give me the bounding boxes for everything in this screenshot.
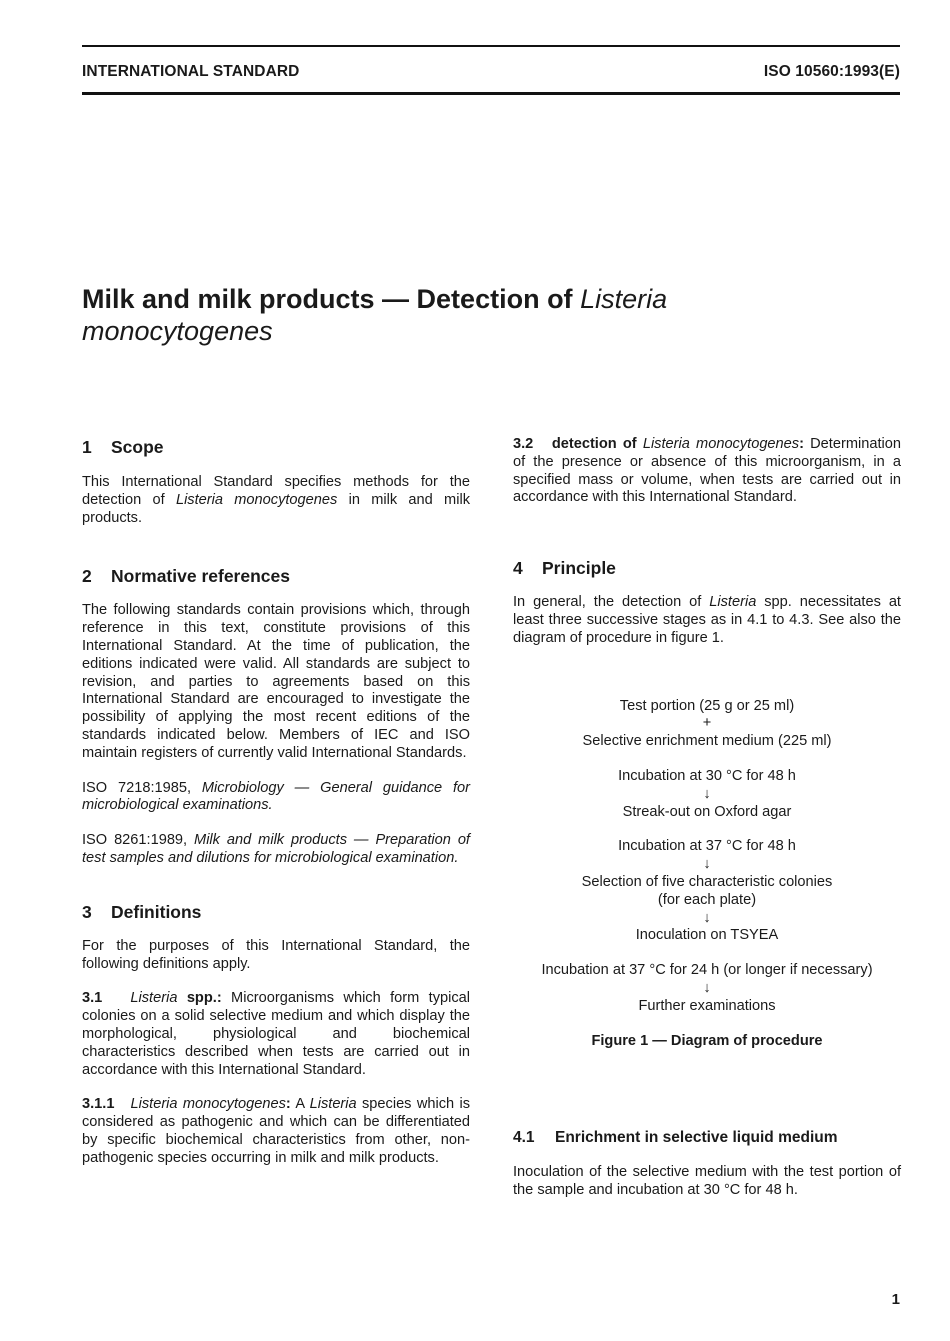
title-italic-species: monocytogenes (82, 316, 273, 346)
section-4-heading: 4 Principle (513, 558, 616, 579)
diagram-step-streak-out: Streak-out on Oxford agar (622, 803, 792, 820)
right-column (513, 436, 901, 1200)
section-3-text: For the purposes of this International Standard, the following definitions apply. (82, 937, 470, 972)
definition-3-2: 3.2 detection of Listeria monocytogenes: Determination of the presence or absence of this microorganism, in a specified mass or volume, when tests are carried out in accordance with this International Standard. (513, 436, 901, 506)
diagram-step-incubation-30: Incubation at 30 °C for 48 h (618, 767, 796, 784)
title-bold: Milk and milk products — Detection of (82, 284, 581, 314)
title-italic-genus: Listeria (580, 284, 668, 314)
section-4-1-text: Inoculation of the selective medium with the test portion of the sample and incubation at 30 °C for 48 h. (513, 1164, 901, 1199)
diagram-step-selection: Selection of five characteristic colonies (581, 873, 833, 890)
figure-caption: Figure 1 — Diagram of procedure (591, 1032, 823, 1049)
arrow-down-icon: ↓ (703, 979, 711, 996)
arrow-down-icon: ↓ (703, 785, 711, 802)
section-2-heading: 2 Normative references (82, 566, 290, 587)
reference-iso-7218: ISO 7218:1985, Microbiology — General guidance for microbiological examinations. (82, 779, 470, 814)
section-1-text: This International Standard specifies methods for the detection of Listeria monocytogenes in milk and milk products. (82, 474, 470, 526)
header-standard-number: ISO 10560:1993(E) (763, 63, 900, 80)
diagram-step-further-examinations: Further examinations (638, 997, 776, 1014)
header-standard-type: INTERNATIONAL STANDARD (82, 63, 300, 80)
plus-icon: + (702, 715, 712, 732)
diagram-step-test-portion: Test portion (25 g or 25 ml) (619, 697, 795, 714)
diagram-step-inoculation: Inoculation on TSYEA (635, 927, 779, 944)
reference-iso-8261: ISO 8261:1989, Milk and milk products — Preparation of test samples and dilutions for microbiological examination. (82, 832, 470, 866)
procedure-diagram (513, 698, 901, 1051)
section-2-text: The following standards contain provisions which, through reference in this text, constitute provisions of this International Standard. At the time of publication, the editions indicated were valid. All standards are subject to revision, and parties to agreements based on this International Standard are encouraged to investigate the possibility of applying the most recent editions of the standards indicated below. Members of IEC and ISO maintain registers of currently valid International Standards. (82, 602, 470, 761)
arrow-down-icon: ↓ (703, 909, 711, 926)
definition-3-1: 3.1 Listeria spp.: Microorganisms which form typical colonies on a solid selective medium and which display the morphological, physiological and biochemical characteristics described when tests are carried out in accordance with this International Standard. (82, 990, 471, 1078)
header-bottom-rule (82, 92, 900, 95)
header-top-rule (82, 45, 900, 47)
section-3-heading: 3 Definitions (82, 901, 202, 922)
diagram-step-selection-note: (for each plate) (657, 891, 757, 908)
section-4-text: In general, the detection of Listeria spp. necessitates at least three successive stages as in 4.1 to 4.3. See also the diagram of procedure in figure 1. (513, 594, 901, 646)
diagram-step-incubation-37-24h: Incubation at 37 °C for 24 h (or longer if necessary) (541, 962, 873, 979)
document-title (82, 283, 842, 347)
diagram-step-incubation-37-48h: Incubation at 37 °C for 48 h (618, 838, 796, 855)
page-number: 1 (891, 1291, 900, 1308)
section-4-1-heading: 4.1 Enrichment in selective liquid medium (513, 1129, 838, 1147)
diagram-step-enrichment-medium: Selective enrichment medium (225 ml) (582, 733, 832, 750)
left-column (82, 436, 470, 1168)
arrow-down-icon: ↓ (703, 856, 711, 873)
definition-3-1-1: 3.1.1 Listeria monocytogenes: A Listeria species which is considered as pathogenic and which can be differentiated by specific biochemical characteristics from other, non-pathogenic species occurring in milk and milk products. (82, 1096, 471, 1166)
section-1-heading: 1 Scope (82, 437, 164, 457)
